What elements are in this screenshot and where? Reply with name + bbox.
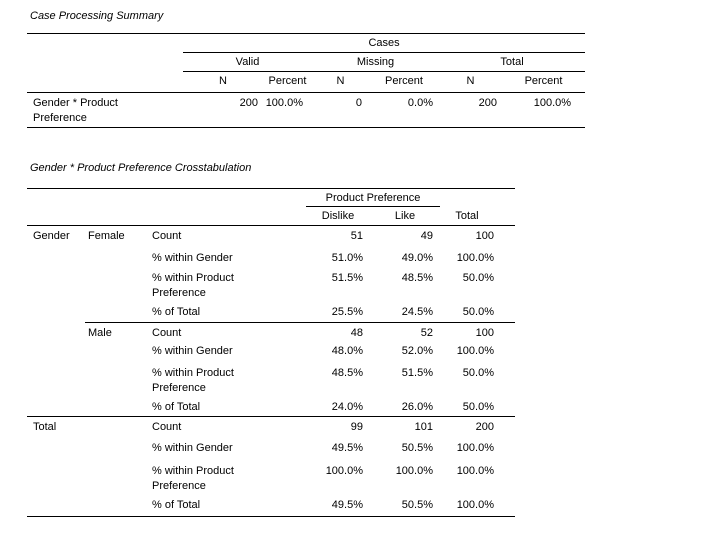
value-like: 52.0% — [401, 345, 433, 357]
group-header-total: Total — [439, 53, 585, 72]
stub-corner — [27, 189, 306, 226]
value-dislike: 51 — [350, 230, 363, 242]
value-total: 50.0% — [462, 367, 494, 379]
row-label: Count — [152, 327, 182, 339]
row-label: % of Total — [152, 499, 201, 511]
value-total: 100.0% — [456, 442, 494, 454]
row-label: % within Product Preference — [152, 271, 234, 299]
row-label: % of Total — [148, 397, 306, 416]
value-like: 50.5% — [401, 499, 433, 511]
value-dislike: 51.5% — [331, 271, 363, 284]
value-like: 26.0% — [370, 397, 440, 416]
stub-corner — [27, 34, 183, 93]
value-dislike: 51.0% — [331, 251, 363, 264]
value-dislike: 49.5% — [331, 499, 363, 511]
span-header-product-preference: Product Preference — [306, 189, 440, 207]
value-dislike: 25.5% — [306, 302, 370, 323]
col-header-total: Total — [440, 207, 515, 226]
col-header-like: Like — [370, 207, 440, 226]
value-dislike: 49.5% — [331, 442, 363, 454]
stub-male: Male — [85, 323, 148, 417]
value-dislike: 99 — [350, 420, 363, 433]
crosstab-table — [27, 188, 515, 517]
case-processing-summary-table — [27, 33, 585, 128]
stub-total: Total — [33, 420, 57, 433]
row-label: % within Product Preference — [152, 367, 234, 394]
row-label: Gender * Product Preference — [33, 97, 118, 124]
value-total: 100 — [475, 230, 494, 242]
value-dislike: 24.0% — [306, 397, 370, 416]
col-header-valid-percent: Percent — [263, 72, 312, 93]
value-total-percent: 100.0% — [533, 97, 572, 109]
value-like: 49 — [420, 230, 433, 242]
stub-female: Female — [85, 226, 148, 323]
value-total: 200 — [475, 420, 494, 433]
stub-gender: Gender — [27, 226, 85, 417]
group-header-valid: Valid — [183, 53, 312, 72]
value-dislike: 100.0% — [325, 465, 363, 477]
group-header-missing: Missing — [312, 53, 439, 72]
value-total: 100.0% — [456, 499, 494, 511]
value-missing-n: 0 — [355, 97, 362, 109]
value-like: 52 — [420, 327, 433, 339]
value-valid-n: 200 — [239, 97, 258, 109]
value-like: 101 — [414, 420, 433, 433]
value-like: 48.5% — [401, 271, 433, 284]
value-like: 100.0% — [395, 465, 433, 477]
col-header-valid-n: N — [183, 72, 263, 93]
row-label: Count — [152, 420, 182, 433]
col-header-missing-percent: Percent — [369, 72, 439, 93]
value-total: 50.0% — [440, 302, 515, 323]
value-dislike: 48.5% — [331, 367, 363, 379]
value-total: 100.0% — [456, 465, 494, 477]
value-dislike: 48.0% — [331, 345, 363, 357]
value-like: 24.5% — [370, 302, 440, 323]
crosstab-title: Gender * Product Preference Crosstabulation — [30, 162, 252, 174]
value-total: 100.0% — [456, 345, 494, 357]
value-total: 50.0% — [462, 271, 494, 284]
row-label: Count — [152, 230, 182, 242]
cases-spanning-header: Cases — [183, 34, 585, 53]
case-processing-summary-title: Case Processing Summary — [30, 10, 164, 22]
value-like: 51.5% — [401, 367, 433, 379]
row-label: % within Gender — [152, 251, 233, 264]
row-label: % within Gender — [152, 345, 233, 357]
col-header-dislike: Dislike — [306, 207, 370, 226]
value-missing-percent: 0.0% — [407, 97, 433, 109]
value-like: 49.0% — [401, 251, 433, 264]
col-header-total-n: N — [439, 72, 502, 93]
col-header-total-percent: Percent — [502, 72, 585, 93]
value-total: 50.0% — [440, 397, 515, 416]
value-total-n: 200 — [478, 97, 497, 109]
value-total: 100.0% — [456, 251, 494, 264]
col-header-missing-n: N — [312, 72, 369, 93]
row-label: % within Product Preference — [152, 465, 234, 492]
empty-header-cell — [440, 189, 515, 207]
row-label: % within Gender — [152, 442, 233, 454]
row-label: % of Total — [148, 302, 306, 323]
value-dislike: 48 — [350, 327, 363, 339]
value-valid-percent: 100.0% — [265, 97, 303, 109]
value-like: 50.5% — [401, 442, 433, 454]
value-total: 100 — [475, 327, 494, 339]
